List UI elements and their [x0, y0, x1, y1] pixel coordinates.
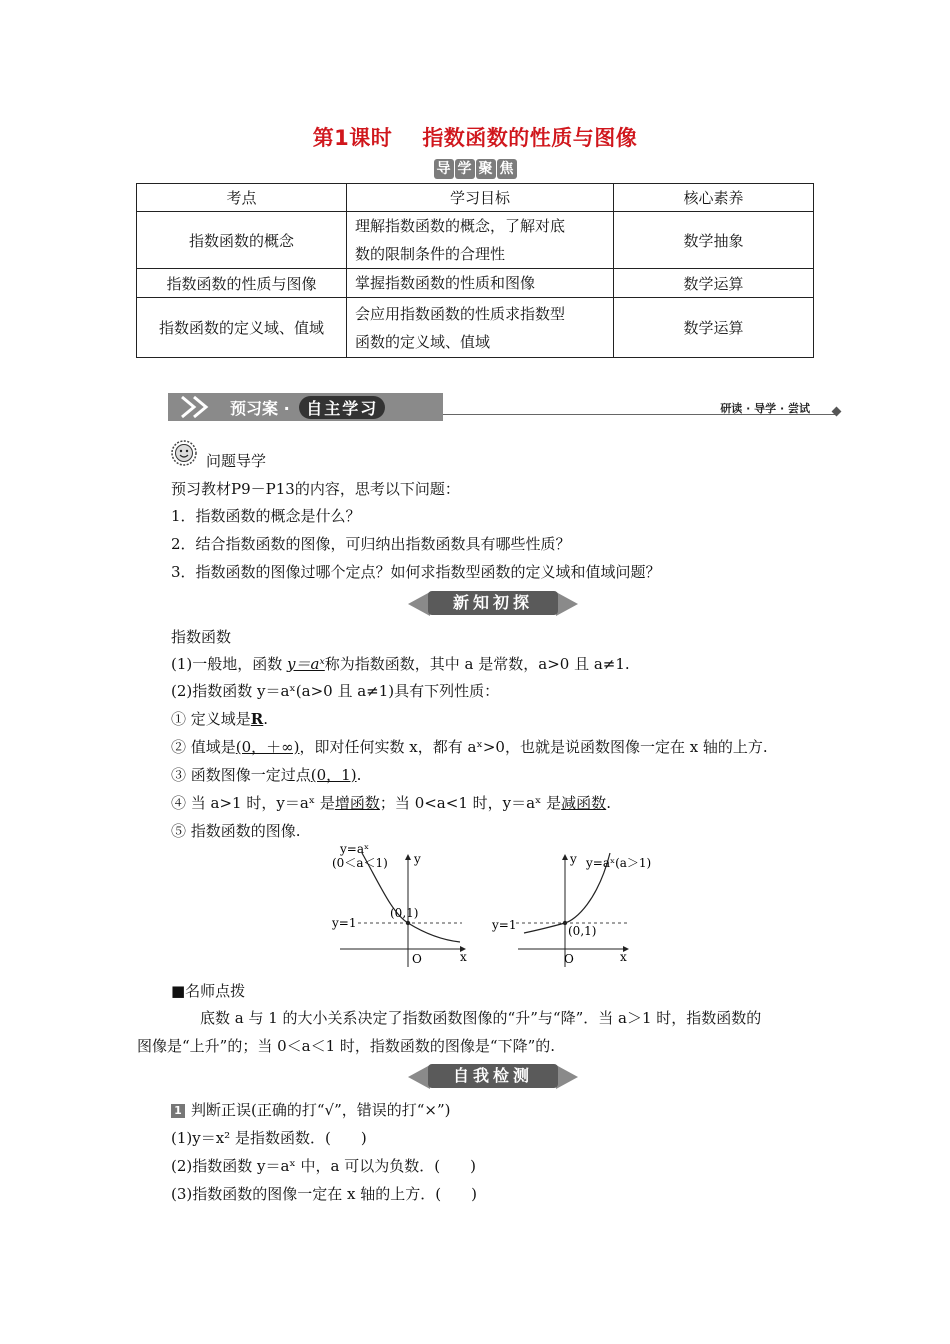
lesson-topic: 指数函数的性质与图像 — [422, 126, 638, 150]
property-domain: ① 定义域是R. — [171, 710, 269, 728]
svg-text:(0,1): (0,1) — [390, 906, 419, 920]
increasing-exp-graph — [488, 845, 658, 970]
definition-line: (1)一般地，函数 y＝aˣ称为指数函数，其中 a 是常数，a>0 且 a≠1. — [171, 655, 630, 673]
svg-text:y=aˣ(a＞1): y=aˣ(a＞1) — [586, 856, 652, 870]
banner-prefix: 预习案 — [230, 399, 279, 418]
tip-text: 图像是“上升”的；当 0＜a＜1 时，指数函数的图像是“下降”的. — [137, 1037, 556, 1055]
table-row: 指数函数的性质与图像 掌握指数函数的性质和图像 数学运算 — [137, 269, 814, 298]
svg-text:x: x — [460, 950, 467, 964]
preview-intro: 预习教材P9－P13的内容，思考以下问题： — [171, 480, 460, 498]
property-graph: ⑤ 指数函数的图像. — [171, 822, 301, 840]
banner-right-label: 研读 · 导学 · 尝试 — [720, 402, 810, 415]
preview-banner: 预习案 · 自主学习 研读 · 导学 · 尝试 — [168, 393, 840, 423]
banner-main-label: 自主学习 — [299, 396, 385, 419]
properties-intro: (2)指数函数 y＝aˣ(a>0 且 a≠1)具有下列性质： — [171, 682, 500, 700]
property-fixed-point: ③ 函数图像一定过点(0，1). — [171, 766, 362, 784]
lesson-title — [0, 122, 950, 152]
table-row: 指数函数的概念 理解指数函数的概念，了解对底 数的限制条件的合理性 数学抽象 — [137, 212, 814, 269]
property-range: ② 值域是(0，＋∞)，即对任何实数 x，都有 aˣ>0，也就是说函数图像一定在 x 轴的上方. — [171, 738, 768, 756]
preview-question: 2．结合指数函数的图像，可归纳出指数函数具有哪些性质？ — [171, 535, 571, 553]
svg-text:y: y — [570, 852, 577, 866]
svg-text:y=1: y=1 — [492, 918, 517, 932]
svg-text:O: O — [412, 952, 422, 966]
decreasing-exp-graph — [330, 845, 470, 970]
exercise-prompt: 1 判断正误(正确的打“√”，错误的打“×”) — [171, 1099, 451, 1120]
table-header-row: 考点 学习目标 核心素养 — [137, 184, 814, 212]
tip-heading: ■名师点拨 — [171, 982, 246, 1000]
goals-table — [136, 183, 814, 358]
table-row: 指数函数的定义域、值域 会应用指数函数的性质求指数型 函数的定义域、值域 数学运算 — [137, 298, 814, 358]
preview-heading: 问题导学 — [206, 452, 267, 470]
preview-question: 3．指数函数的图像过哪个定点？如何求指数型函数的定义域和值域问题？ — [171, 563, 661, 581]
svg-text:y: y — [414, 852, 421, 866]
svg-text:x: x — [620, 950, 627, 964]
svg-text:(0,1): (0,1) — [568, 924, 597, 938]
svg-text:y=aˣ: y=aˣ — [340, 845, 370, 856]
question-number-badge: 1 — [171, 1104, 185, 1118]
svg-text:O: O — [564, 952, 574, 966]
tip-text: 底数 a 与 1 的大小关系决定了指数函数图像的“升”与“降”．当 a＞1 时，指数函数的 — [200, 1009, 762, 1027]
smiley-icon — [171, 440, 197, 466]
double-chevron-icon — [176, 395, 226, 419]
exercise-item: (3)指数函数的图像一定在 x 轴的上方．( ) — [171, 1185, 477, 1203]
preview-question: 1．指数函数的概念是什么？ — [171, 507, 361, 525]
exercise-item: (1)y＝x² 是指数函数．( ) — [171, 1129, 367, 1147]
self-check-badge: 自我检测 — [408, 1062, 578, 1092]
property-monotonic: ④ 当 a>1 时，y＝aˣ 是增函数；当 0<a<1 时，y＝aˣ 是减函数. — [171, 794, 611, 812]
svg-text:(0＜a＜1): (0＜a＜1) — [332, 856, 388, 870]
section-heading: 指数函数 — [171, 628, 232, 646]
new-knowledge-badge: 新知初探 — [408, 589, 578, 619]
focus-badge: 导 学 聚 焦 — [0, 158, 950, 179]
exercise-item: (2)指数函数 y＝aˣ 中，a 可以为负数．( ) — [171, 1157, 476, 1175]
svg-text:y=1: y=1 — [332, 916, 357, 930]
lesson-number: 第1课时 — [312, 126, 393, 150]
